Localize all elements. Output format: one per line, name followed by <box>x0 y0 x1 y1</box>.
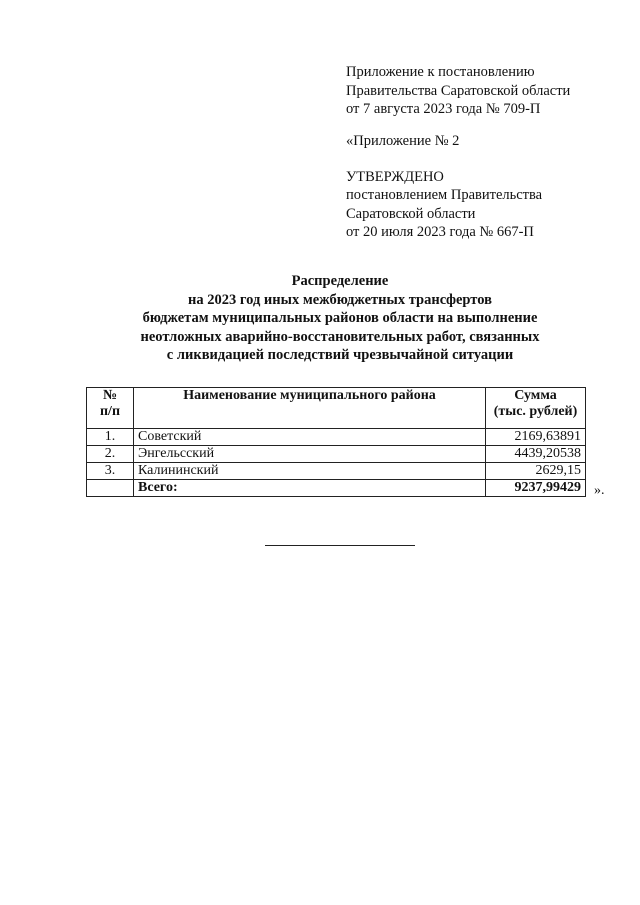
header-number <box>87 388 134 429</box>
row-number: 3. <box>87 463 134 480</box>
approved-line-1: постановлением Правительства <box>346 187 543 203</box>
approval-block <box>346 132 542 242</box>
table-total-row <box>87 480 586 497</box>
header-sum-line-2: (тыс. рублей) <box>493 404 578 419</box>
row-number: 2. <box>87 446 134 463</box>
header-number-line-1: № <box>102 388 118 403</box>
title-line-2: на 2023 год иных межбюджетных трансфертов <box>188 291 492 308</box>
header-number-line-2: п/п <box>99 404 121 419</box>
row-sum: 2629,15 <box>486 463 586 480</box>
document-title <box>60 272 620 365</box>
distribution-table <box>86 387 586 497</box>
table-row <box>87 446 586 463</box>
title-line-4: неотложных аварийно-восстановительных работ, связанных <box>140 328 540 345</box>
table-row <box>87 463 586 480</box>
total-number-cell <box>87 480 134 497</box>
row-district-name: Калининский <box>134 463 486 480</box>
row-sum: 4439,20538 <box>486 446 586 463</box>
total-value: 9237,99429 <box>486 480 586 497</box>
separator-line <box>265 545 415 546</box>
title-line-3: бюджетам муниципальных районов области на выполнение <box>142 310 538 326</box>
approved-line-2: Саратовской области <box>346 205 476 222</box>
table-header-row <box>87 388 586 429</box>
row-number: 1. <box>87 429 134 446</box>
header-sum-line-1: Сумма <box>514 388 557 403</box>
row-district-name: Энгельсский <box>134 446 486 463</box>
header-line-1: Приложение к постановлению <box>346 64 535 80</box>
row-sum: 2169,63891 <box>486 429 586 446</box>
title-line-1: Распределение <box>291 273 389 289</box>
header-sum <box>486 388 586 429</box>
table-row <box>87 429 586 446</box>
header-line-3: от 7 августа 2023 года № 709-П <box>346 101 541 117</box>
row-district-name: Советский <box>134 429 486 446</box>
header-district-name: Наименование муниципального района <box>134 388 486 429</box>
header-line-2: Правительства Саратовской области <box>346 82 571 99</box>
closing-quote-mark: ». <box>594 483 605 498</box>
title-line-5: с ликвидацией последствий чрезвычайной ситуации <box>166 347 514 363</box>
appendix-number: «Приложение № 2 <box>346 133 460 149</box>
approved-title: УТВЕРЖДЕНО <box>346 168 444 185</box>
total-label: Всего: <box>134 480 486 497</box>
approved-line-3: от 20 июля 2023 года № 667-П <box>346 224 534 240</box>
document-header <box>346 63 570 119</box>
